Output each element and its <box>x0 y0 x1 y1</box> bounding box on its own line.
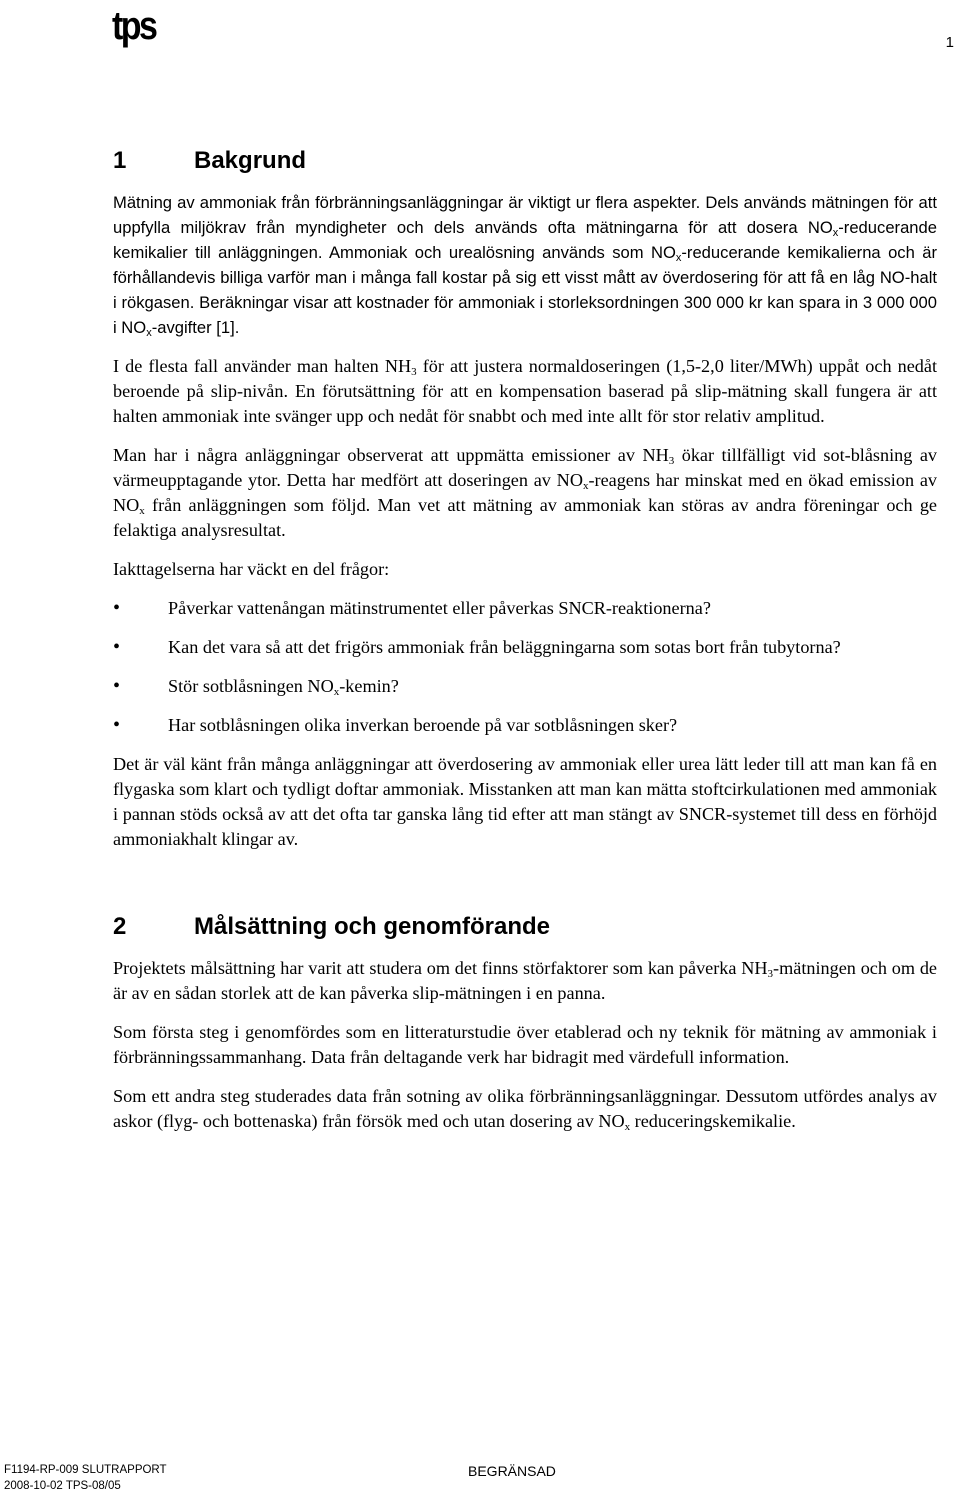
subscript: x <box>139 505 145 517</box>
text-run: Ammoniak och urealösning används som NO <box>328 243 676 262</box>
section-1-title: Bakgrund <box>194 147 307 174</box>
section-2-paragraph-1 <box>113 956 937 1006</box>
list-item <box>113 674 937 699</box>
text-run: Som ett andra steg studerades data från sotning av olika förbränningsanläggningar. Dessutom utfördes analys av askor (flyg- och bottenaska) från försök med och utan dosering av NO <box>113 1086 937 1131</box>
section-2-paragraph-3 <box>113 1084 937 1134</box>
text-run: för att justera normaldoseringen (1,5-2,0 liter/MWh) uppåt och nedåt beroende på slip-nivån. En förutsättning för att en kompensation baserad på slip-mätning skall fungera är att halten ammoniak inte svänger upp och nedåt för snabbt och med inte allt för stor relativ amplitud. <box>113 356 938 426</box>
page-number: 1 <box>945 34 954 51</box>
text-run: från anläggningen som följd. Man vet att mätning av ammoniak kan störas av andra föreningar och ge felaktiga analysresultat. <box>113 495 937 540</box>
text-run: -reducerande kemikalier till anläggningen. <box>113 218 937 262</box>
text-run: -reagens har minskat med en ökad emission av NO <box>113 470 937 515</box>
subscript: x <box>675 252 682 264</box>
text-run: Man har i några anläggningar observerat att uppmätta emissioner av NH <box>113 445 669 465</box>
text-run: -mätningen och om de är av en sådan storlek att de kan påverka slip-mätningen i en panna. <box>113 958 937 1003</box>
tps-logo: tps <box>112 4 156 48</box>
subscript: x <box>582 480 589 492</box>
section-1-paragraph-2 <box>113 354 937 429</box>
section-2-number: 2 <box>113 913 127 940</box>
section-1-paragraph-5: Det är väl känt från många anläggningar att överdosering av ammoniak eller urea lätt leder till att man kan få en flygaska som klart och tydligt doftar ammoniak. Misstanken att man kan mätta stoftcirkulationen med ammoniak i pannan stöds också av att det ofta tar ganska lång tid efter att man stängt av SNCR-systemet till dess en förhöjd ammoniakhalt klingar av. <box>113 754 937 849</box>
subscript: 3 <box>767 968 774 980</box>
text-run: Stör sotblåsningen NO <box>168 676 334 696</box>
section-2-title: Målsättning och genomförande <box>194 913 551 940</box>
subscript: x <box>832 227 839 239</box>
list-item: • Kan det vara så att det frigörs ammoniak från beläggningarna som sotas bort från tubytorna? <box>113 635 937 660</box>
section-1-paragraph-1 <box>113 190 937 340</box>
list-item: • Påverkar vattenångan mätinstrumentet eller påverkas SNCR-reaktionerna? <box>113 596 937 621</box>
footer-report-info <box>4 1462 167 1494</box>
section-1-heading <box>113 144 937 178</box>
main-content <box>113 144 937 1148</box>
section-1-paragraph-3 <box>113 443 937 543</box>
footer-classification: BEGRÄNSAD <box>468 1463 556 1479</box>
text-run: -avgifter [1]. <box>151 318 240 337</box>
text-run: Projektets målsättning har varit att studera om det finns störfaktorer som kan påverka NH <box>113 958 768 978</box>
section-1-number: 1 <box>113 147 127 174</box>
text-run: I de flesta fall använder man halten NH <box>113 356 412 376</box>
subscript: 3 <box>411 366 417 378</box>
subscript: 3 <box>668 455 675 467</box>
footer-date-code: 2008-10-02 TPS-08/05 <box>4 1480 121 1492</box>
text-run: ökar tillfälligt vid sot-blåsning av värmeupptagande ytor. Detta har medfört att doseringen av NO <box>113 445 937 490</box>
text-run: -reducerande kemikalierna och är förhållandevis billiga varför man i många fall kostar på sig ett visst mått av överdosering för att få en låg NO-halt i rökgasen. Beräkningar visar att kostnader för ammoniak i storleksordningen 300 000 kr kan spara in 3 000 000 i NO <box>113 243 937 337</box>
text-run: reduceringskemikalie. <box>630 1111 796 1131</box>
section-2-paragraph-2: Som första steg i genomfördes som en litteraturstudie över etablerad och ny teknik för mätning av ammoniak i förbränningssammanhang. Data från deltagande verk har bidragit med värdefull information. <box>113 1022 937 1067</box>
subscript: x <box>333 686 340 698</box>
subscript: x <box>624 1121 631 1133</box>
section-1-paragraph-4: Iakttagelserna har väckt en del frågor: <box>113 559 390 579</box>
section-2-heading <box>113 910 937 944</box>
footer-report-id: F1194-RP-009 SLUTRAPPORT <box>4 1464 167 1476</box>
subscript: x <box>146 327 152 339</box>
question-list <box>113 596 937 738</box>
text-run: -kemin? <box>339 676 399 696</box>
text-run: Mätning av ammoniak från förbränningsanläggningar är viktigt ur flera aspekter. Dels används mätningen för att uppfylla miljökrav från myndigheter och dels används ofta mätningarna för att dosera NO <box>113 193 937 237</box>
list-item: • Har sotblåsningen olika inverkan beroende på var sotblåsningen sker? <box>113 713 937 738</box>
